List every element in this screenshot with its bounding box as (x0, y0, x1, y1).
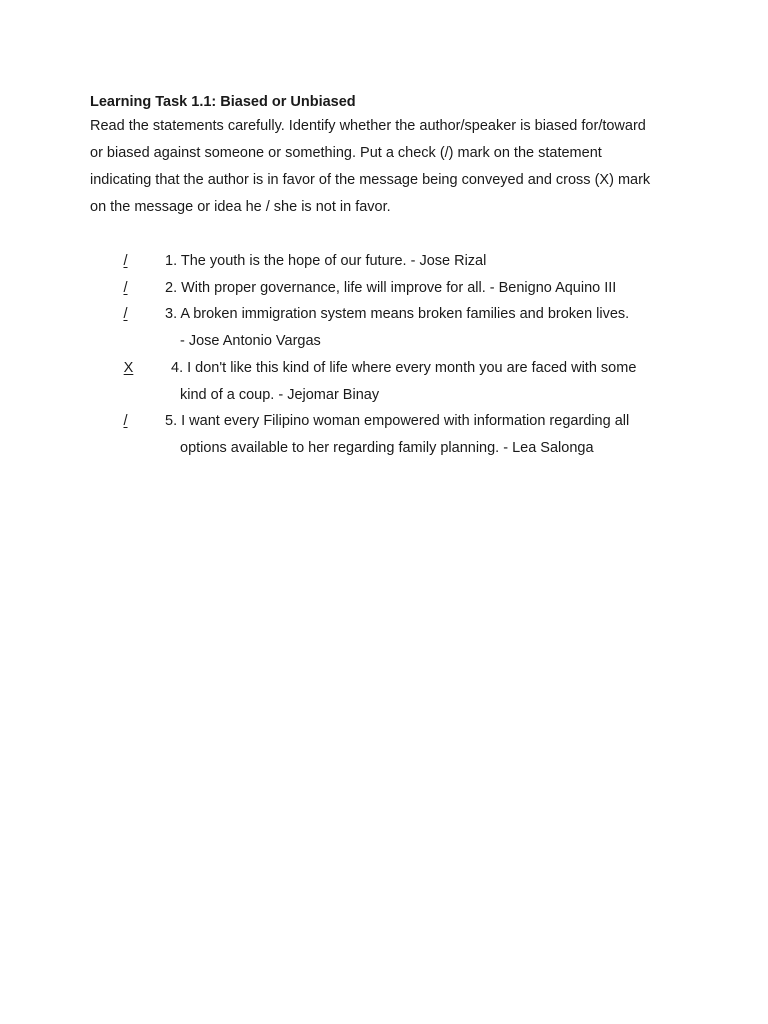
task-title: Learning Task 1.1: Biased or Unbiased (90, 94, 356, 110)
statement-text-4: 4. I don't like this kind of life where every month you are faced with some (171, 359, 637, 376)
statement-continuation-5: options available to her regarding family planning. - Lea Salonga (180, 439, 594, 456)
statement-item-4 (90, 355, 690, 408)
instructions-line: or biased against someone or something. Put a check (/) mark on the statement (90, 145, 602, 161)
statement-continuation-4: kind of a coup. - Jejomar Binay (180, 386, 380, 403)
statement-text-1: 1. The youth is the hope of our future. - Jose Rizal (165, 253, 487, 269)
statement-attribution-3: - Jose Antonio Vargas (180, 333, 321, 350)
statement-item-2 (90, 275, 690, 302)
statement-item-1 (90, 248, 690, 275)
answer-blank-4[interactable]: X (123, 359, 134, 376)
answer-blank-2[interactable]: / (123, 279, 128, 296)
worksheet-page (90, 91, 690, 462)
answer-blank-3[interactable]: / (123, 306, 128, 323)
answer-blank-1[interactable]: / (123, 253, 128, 269)
instructions-line: indicating that the author is in favor of the message being conveyed and cross (X) mark (90, 172, 651, 188)
answer-blank-5[interactable]: / (123, 413, 128, 430)
statement-item-3 (90, 301, 690, 354)
statement-list (90, 248, 690, 462)
statement-text-3: 3. A broken immigration system means broken families and broken lives. (165, 306, 630, 323)
statement-text-5: 5. I want every Filipino woman empowered with information regarding all (165, 413, 630, 430)
statement-text-2: 2. With proper governance, life will improve for all. - Benigno Aquino III (165, 279, 617, 296)
statement-item-5 (90, 408, 690, 461)
instructions-line: on the message or idea he / she is not in favor. (90, 199, 391, 215)
instructions-paragraph (90, 113, 690, 221)
instructions-line: Read the statements carefully. Identify whether the author/speaker is biased for/toward (90, 118, 646, 134)
